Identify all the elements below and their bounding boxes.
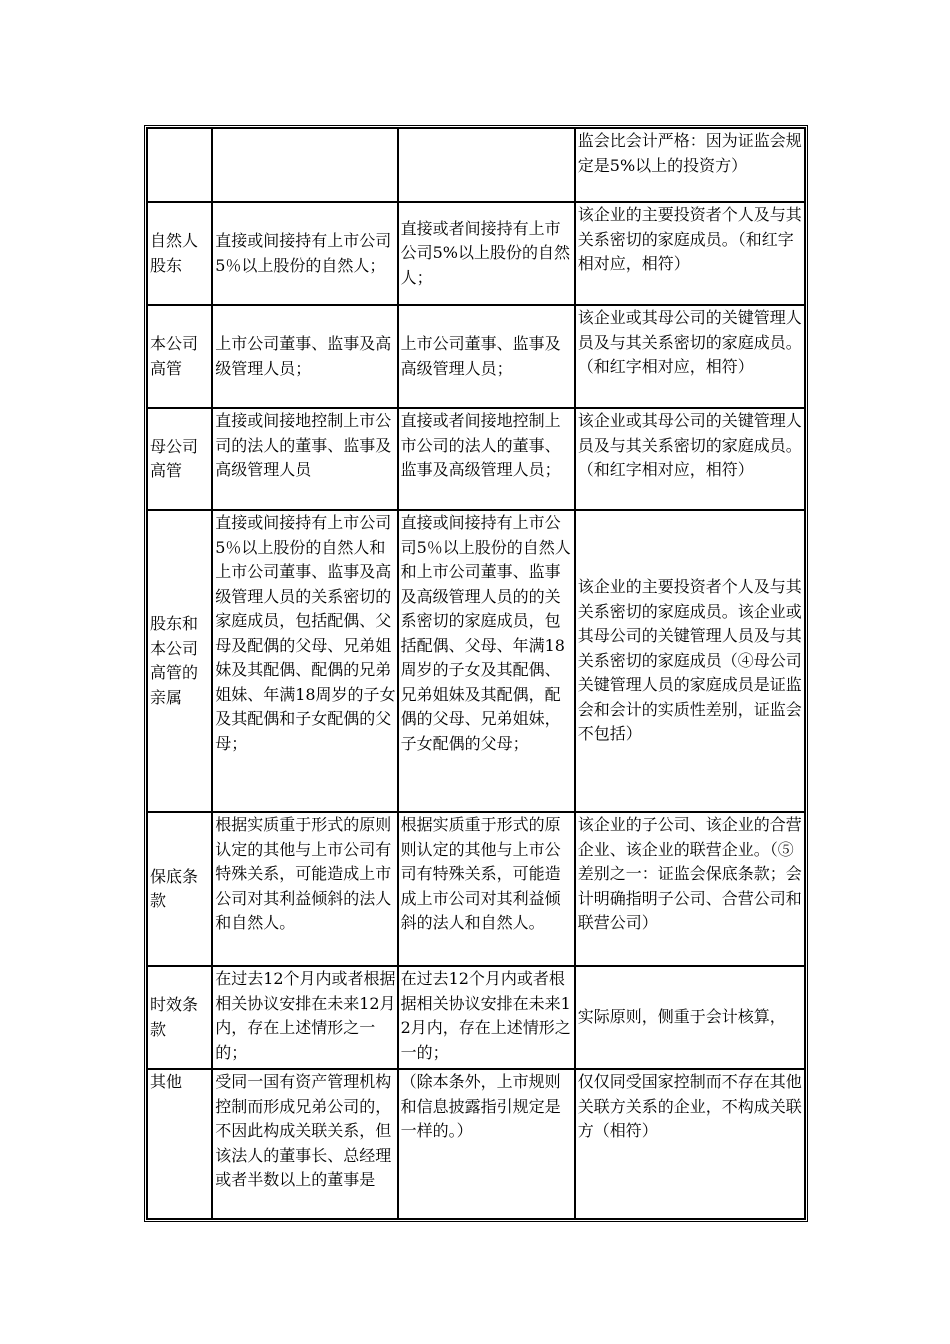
- listing-rules-cell: [212, 128, 397, 202]
- table-row: [147, 305, 805, 408]
- disclosure-guide-cell: 直接或者间接持有上市公司5%以上股份的自然人；: [398, 202, 575, 305]
- table-row: [147, 1069, 805, 1219]
- comparison-table: [144, 125, 808, 1222]
- row-label: [147, 128, 212, 202]
- row-label: 本公司高管: [147, 305, 212, 408]
- accounting-standard-cell: 该企业或其母公司的关键管理人员及与其关系密切的家庭成员。（和红字相对应，相符）: [575, 408, 805, 510]
- table-row: [147, 966, 805, 1069]
- disclosure-guide-cell: 直接或者间接地控制上市公司的法人的董事、监事及高级管理人员；: [398, 408, 575, 510]
- listing-rules-cell: 直接或间接持有上市公司5％以上股份的自然人和上市公司董事、监事及高级管理人员的关系密切的家庭成员，包括配偶、父母及配偶的父母、兄弟姐妹及其配偶、配偶的兄弟姐妹、年满18周岁的子女及其配偶和子女配偶的父母；: [212, 510, 397, 812]
- accounting-standard-cell: 该企业的主要投资者个人及与其关系密切的家庭成员。该企业或其母公司的关键管理人员及与其关系密切的家庭成员（④母公司关键管理人员的家庭成员是证监会和会计的实质性差别，证监会不包括）: [575, 510, 805, 812]
- accounting-standard-cell: 该企业的子公司、该企业的合营企业、该企业的联营企业。（⑤差别之一：证监会保底条款；会计明确指明子公司、合营公司和联营公司）: [575, 812, 805, 966]
- disclosure-guide-cell: [398, 128, 575, 202]
- row-label: 自然人股东: [147, 202, 212, 305]
- disclosure-guide-cell: 根据实质重于形式的原则认定的其他与上市公司有特殊关系，可能造成上市公司对其利益倾斜的法人和自然人。: [398, 812, 575, 966]
- accounting-standard-cell: 仅仅同受国家控制而不存在其他关联方关系的企业，不构成关联方（相符）: [575, 1069, 805, 1219]
- disclosure-guide-cell: 在过去12个月内或者根据相关协议安排在未来12月内，存在上述情形之一的；: [398, 966, 575, 1069]
- table-row: [147, 812, 805, 966]
- listing-rules-cell: 直接或间接持有上市公司5％以上股份的自然人；: [212, 202, 397, 305]
- accounting-standard-cell: 监会比会计严格：因为证监会规定是5%以上的投资方）: [575, 128, 805, 202]
- row-label: 保底条款: [147, 812, 212, 966]
- row-label: 母公司高管: [147, 408, 212, 510]
- table-row: [147, 128, 805, 202]
- disclosure-guide-cell: （除本条外，上市规则和信息披露指引规定是一样的。）: [398, 1069, 575, 1219]
- listing-rules-cell: 在过去12个月内或者根据相关协议安排在未来12月内，存在上述情形之一的；: [212, 966, 397, 1069]
- table-row: [147, 510, 805, 812]
- row-label: 股东和本公司高管的亲属: [147, 510, 212, 812]
- row-label: 其他: [147, 1069, 212, 1219]
- accounting-standard-cell: 该企业或其母公司的关键管理人员及与其关系密切的家庭成员。（和红字相对应，相符）: [575, 305, 805, 408]
- disclosure-guide-cell: 上市公司董事、监事及高级管理人员；: [398, 305, 575, 408]
- listing-rules-cell: 直接或间接地控制上市公司的法人的董事、监事及高级管理人员: [212, 408, 397, 510]
- listing-rules-cell: 上市公司董事、监事及高级管理人员；: [212, 305, 397, 408]
- listing-rules-cell: 受同一国有资产管理机构控制而形成兄弟公司的，不因此构成关联关系，但该法人的董事长、总经理或者半数以上的董事是: [212, 1069, 397, 1219]
- listing-rules-cell: 根据实质重于形式的原则认定的其他与上市公司有特殊关系，可能造成上市公司对其利益倾斜的法人和自然人。: [212, 812, 397, 966]
- table-row: [147, 408, 805, 510]
- row-label: 时效条款: [147, 966, 212, 1069]
- accounting-standard-cell: 实际原则，侧重于会计核算，: [575, 966, 805, 1069]
- accounting-standard-cell: 该企业的主要投资者个人及与其关系密切的家庭成员。（和红字相对应，相符）: [575, 202, 805, 305]
- disclosure-guide-cell: 直接或间接持有上市公司5％以上股份的自然人和上市公司董事、监事及高级管理人员的的关系密切的家庭成员，包括配偶、父母、年满18周岁的子女及其配偶、兄弟姐妹及其配偶，配偶的父母、兄弟姐妹，子女配偶的父母；: [398, 510, 575, 812]
- table-row: [147, 202, 805, 305]
